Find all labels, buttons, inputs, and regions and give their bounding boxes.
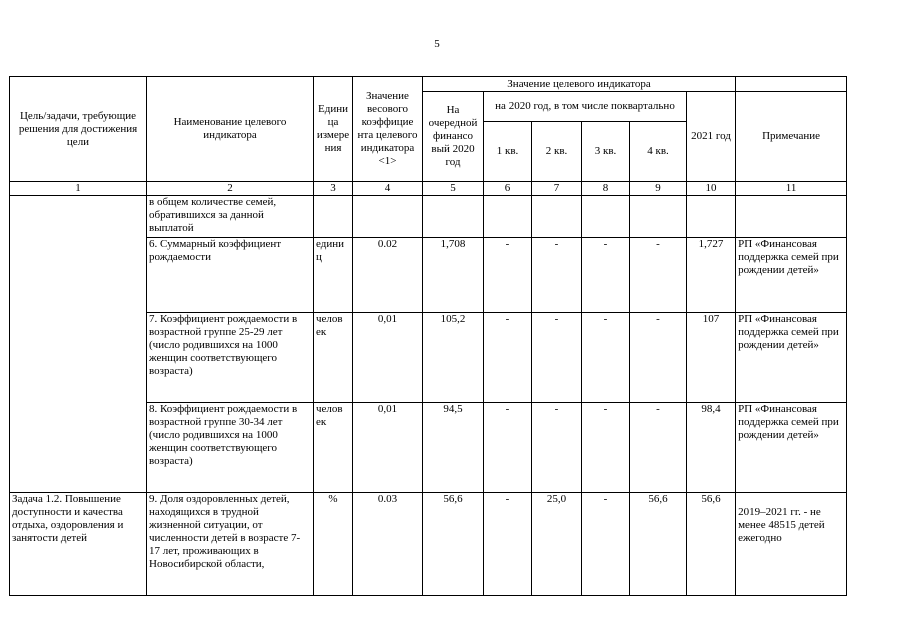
unit-cell: челов ек — [314, 313, 353, 403]
q4-cell: 56,6 — [630, 493, 687, 596]
indicator-table — [9, 76, 847, 596]
header-year-quarterly: на 2020 год, в том числе поквартально — [484, 92, 687, 122]
goal-cell: Задача 1.2. Повышение доступности и качества отдыха, оздоровления и занятости детей — [10, 493, 147, 596]
header-q4: 4 кв. — [630, 122, 687, 182]
q4-cell — [630, 196, 687, 238]
q1-cell — [484, 196, 532, 238]
note-cell: 2019–2021 гг. - не менее 48515 детей ежегодно — [736, 493, 847, 596]
col-number: 2 — [147, 182, 314, 196]
col-number: 4 — [353, 182, 423, 196]
unit-cell — [314, 196, 353, 238]
note-cell: РП «Финансовая поддержка семей при рождении детей» — [736, 238, 847, 313]
header-goal: Цель/задачи, требующие решения для достижения цели — [10, 77, 147, 182]
q2-cell — [532, 196, 582, 238]
note-cell: РП «Финансовая поддержка семей при рождении детей» — [736, 313, 847, 403]
q2-cell: - — [532, 313, 582, 403]
q3-cell: - — [582, 313, 630, 403]
col-number: 9 — [630, 182, 687, 196]
q4-cell: - — [630, 403, 687, 493]
year-2021-cell: 1,727 — [687, 238, 736, 313]
weight-cell: 0.03 — [353, 493, 423, 596]
year-2021-cell: 107 — [687, 313, 736, 403]
header-blank — [736, 77, 847, 92]
weight-cell: 0,01 — [353, 313, 423, 403]
q1-cell: - — [484, 403, 532, 493]
q1-cell: - — [484, 493, 532, 596]
indicator-name-cell: 8. Коэффициент рождаемости в возрастной группе 30-34 лет (число родившихся на 1000 женщин соответствующего возраста) — [147, 403, 314, 493]
q3-cell: - — [582, 493, 630, 596]
unit-cell: едини ц — [314, 238, 353, 313]
year-2021-cell: 98,4 — [687, 403, 736, 493]
year-2021-cell: 56,6 — [687, 493, 736, 596]
next-year-cell — [423, 196, 484, 238]
header-q1: 1 кв. — [484, 122, 532, 182]
header-unit: Едини ца измере ния — [314, 77, 353, 182]
header-q3: 3 кв. — [582, 122, 630, 182]
goal-cell — [10, 196, 147, 493]
indicator-name-cell: в общем количестве семей, обратившихся за данной выплатой — [147, 196, 314, 238]
q2-cell: - — [532, 238, 582, 313]
note-cell — [736, 196, 847, 238]
col-number: 6 — [484, 182, 532, 196]
col-number: 1 — [10, 182, 147, 196]
indicator-name-cell: 9. Доля оздоровленных детей, находящихся в трудной жизненной ситуации, от численности детей в возрасте 7-17 лет, проживающих в Новосибирской области, — [147, 493, 314, 596]
col-number: 10 — [687, 182, 736, 196]
note-cell: РП «Финансовая поддержка семей при рождении детей» — [736, 403, 847, 493]
header-next-year: На очередной финансо вый 2020 год — [423, 92, 484, 182]
indicator-name-cell: 7. Коэффициент рождаемости в возрастной группе 25-29 лет (число родившихся на 1000 женщин соответствующего возраста) — [147, 313, 314, 403]
col-number: 7 — [532, 182, 582, 196]
next-year-cell: 1,708 — [423, 238, 484, 313]
col-number: 3 — [314, 182, 353, 196]
col-number: 5 — [423, 182, 484, 196]
q1-cell: - — [484, 313, 532, 403]
header-note: Примечание — [736, 92, 847, 182]
q3-cell: - — [582, 403, 630, 493]
col-number: 8 — [582, 182, 630, 196]
header-q2: 2 кв. — [532, 122, 582, 182]
q3-cell — [582, 196, 630, 238]
year-2021-cell — [687, 196, 736, 238]
q4-cell: - — [630, 313, 687, 403]
unit-cell: % — [314, 493, 353, 596]
col-number: 11 — [736, 182, 847, 196]
header-target-value: Значение целевого индикатора — [423, 77, 736, 92]
weight-cell: 0,01 — [353, 403, 423, 493]
indicator-name-cell: 6. Суммарный коэффициент рождаемости — [147, 238, 314, 313]
q4-cell: - — [630, 238, 687, 313]
next-year-cell: 94,5 — [423, 403, 484, 493]
weight-cell — [353, 196, 423, 238]
q2-cell: 25,0 — [532, 493, 582, 596]
page-number: 5 — [434, 38, 440, 50]
next-year-cell: 105,2 — [423, 313, 484, 403]
header-year-2021: 2021 год — [687, 92, 736, 182]
next-year-cell: 56,6 — [423, 493, 484, 596]
q1-cell: - — [484, 238, 532, 313]
unit-cell: челов ек — [314, 403, 353, 493]
table-row — [10, 493, 847, 596]
header-weight: Значение весового коэффицие нта целевого индикатора <1> — [353, 77, 423, 182]
table-row — [10, 196, 847, 238]
q2-cell: - — [532, 403, 582, 493]
header-indicator-name: Наименование целевого индикатора — [147, 77, 314, 182]
weight-cell: 0.02 — [353, 238, 423, 313]
q3-cell: - — [582, 238, 630, 313]
